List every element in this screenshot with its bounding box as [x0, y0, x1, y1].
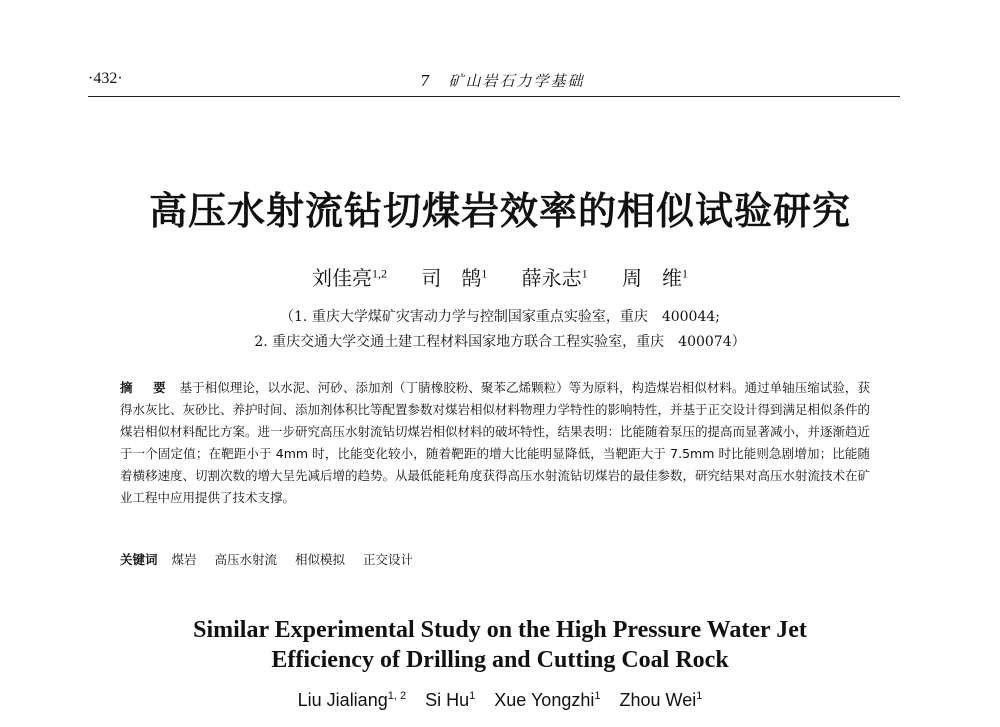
author-en	[298, 690, 406, 710]
abstract	[120, 377, 870, 509]
author-affiliation-mark: 1,2	[371, 266, 387, 281]
author-cn	[522, 266, 588, 290]
author-cn	[421, 266, 487, 290]
author-affiliation-mark: 1, 2	[387, 690, 407, 702]
author-name: 薛永志	[521, 266, 582, 290]
abstract-label: 摘 要	[120, 380, 170, 395]
author-name: Zhou Wei	[619, 690, 697, 710]
author-affiliation-mark: 1	[594, 690, 601, 702]
author-affiliation-mark: 1	[481, 266, 488, 281]
author-name: 刘佳亮	[311, 266, 372, 290]
english-title-line: Efficiency of Drilling and Cutting Coal Rock	[271, 647, 729, 673]
keyword: 正交设计	[363, 552, 414, 567]
running-title: 7 矿山岩石力学基础	[420, 72, 585, 90]
author-en	[494, 690, 600, 710]
author-affiliation-mark: 1	[581, 266, 588, 281]
abstract-text: 基于相似理论，以水泥、河砂、添加剂（丁腈橡胶粉、聚苯乙烯颗粒）等为原料，构造煤岩相似材料。通过单轴压缩试验，获得水灰比、灰砂比、养护时间、添加剂体积比等配置参数对煤岩相似材料物理力学特性的影响特性，并基于正交设计得到满足相似条件的煤岩相似材料配比方案。进一步研究高压水射流钻切煤岩相似材料的破坏特性，结果表明：比能随着泵压的提高而显著减小，并逐渐趋近于一个固定值；在靶距小于 4mm 时，比能变化较小，随着靶距的增大比能明显降低，当靶距大于 7.5mm 时比能则急剧增加；比能随着横移速度、切割次数的增大呈先减后增的趋势。从最低能耗角度获得高压水射流钻切煤岩的最佳参数，研究结果对高压水射流技术在矿业工程中应用提供了技术支撑。	[120, 380, 871, 505]
chinese-title: 高压水射流钻切煤岩效率的相似试验研究	[148, 188, 851, 233]
author-name: Si Hu	[425, 690, 470, 710]
affiliation-1: （1. 重庆大学煤矿灾害动力学与控制国家重点实验室，重庆 400044;	[280, 309, 720, 325]
english-title	[0, 615, 1000, 675]
author-en	[425, 690, 475, 710]
author-affiliation-mark: 1	[682, 266, 689, 281]
english-authors	[0, 690, 1000, 711]
author-cn	[312, 266, 387, 290]
affiliation-2: 2. 重庆交通大学交通土建工程材料国家地方联合工程实验室，重庆 400074）	[254, 334, 746, 350]
author-name: 司 鹄	[421, 266, 482, 290]
author-name: Liu Jialiang	[297, 690, 388, 710]
keyword: 高压水射流	[214, 552, 278, 567]
page-number: ·432·	[88, 70, 123, 87]
english-title-line: Similar Experimental Study on the High Pressure Water Jet	[193, 617, 807, 643]
keyword: 相似模拟	[295, 552, 346, 567]
author-cn	[622, 266, 688, 290]
author-affiliation-mark: 1	[469, 690, 476, 702]
author-affiliation-mark: 1	[696, 690, 703, 702]
author-name: 周 维	[622, 266, 683, 290]
author-en	[620, 690, 703, 710]
keywords	[120, 550, 870, 568]
keyword: 煤岩	[171, 552, 197, 567]
keywords-label: 关键词	[120, 552, 158, 567]
chinese-authors	[0, 262, 1000, 291]
author-name: Xue Yongzhi	[494, 690, 595, 710]
running-header	[88, 70, 898, 94]
header-rule	[88, 96, 900, 97]
